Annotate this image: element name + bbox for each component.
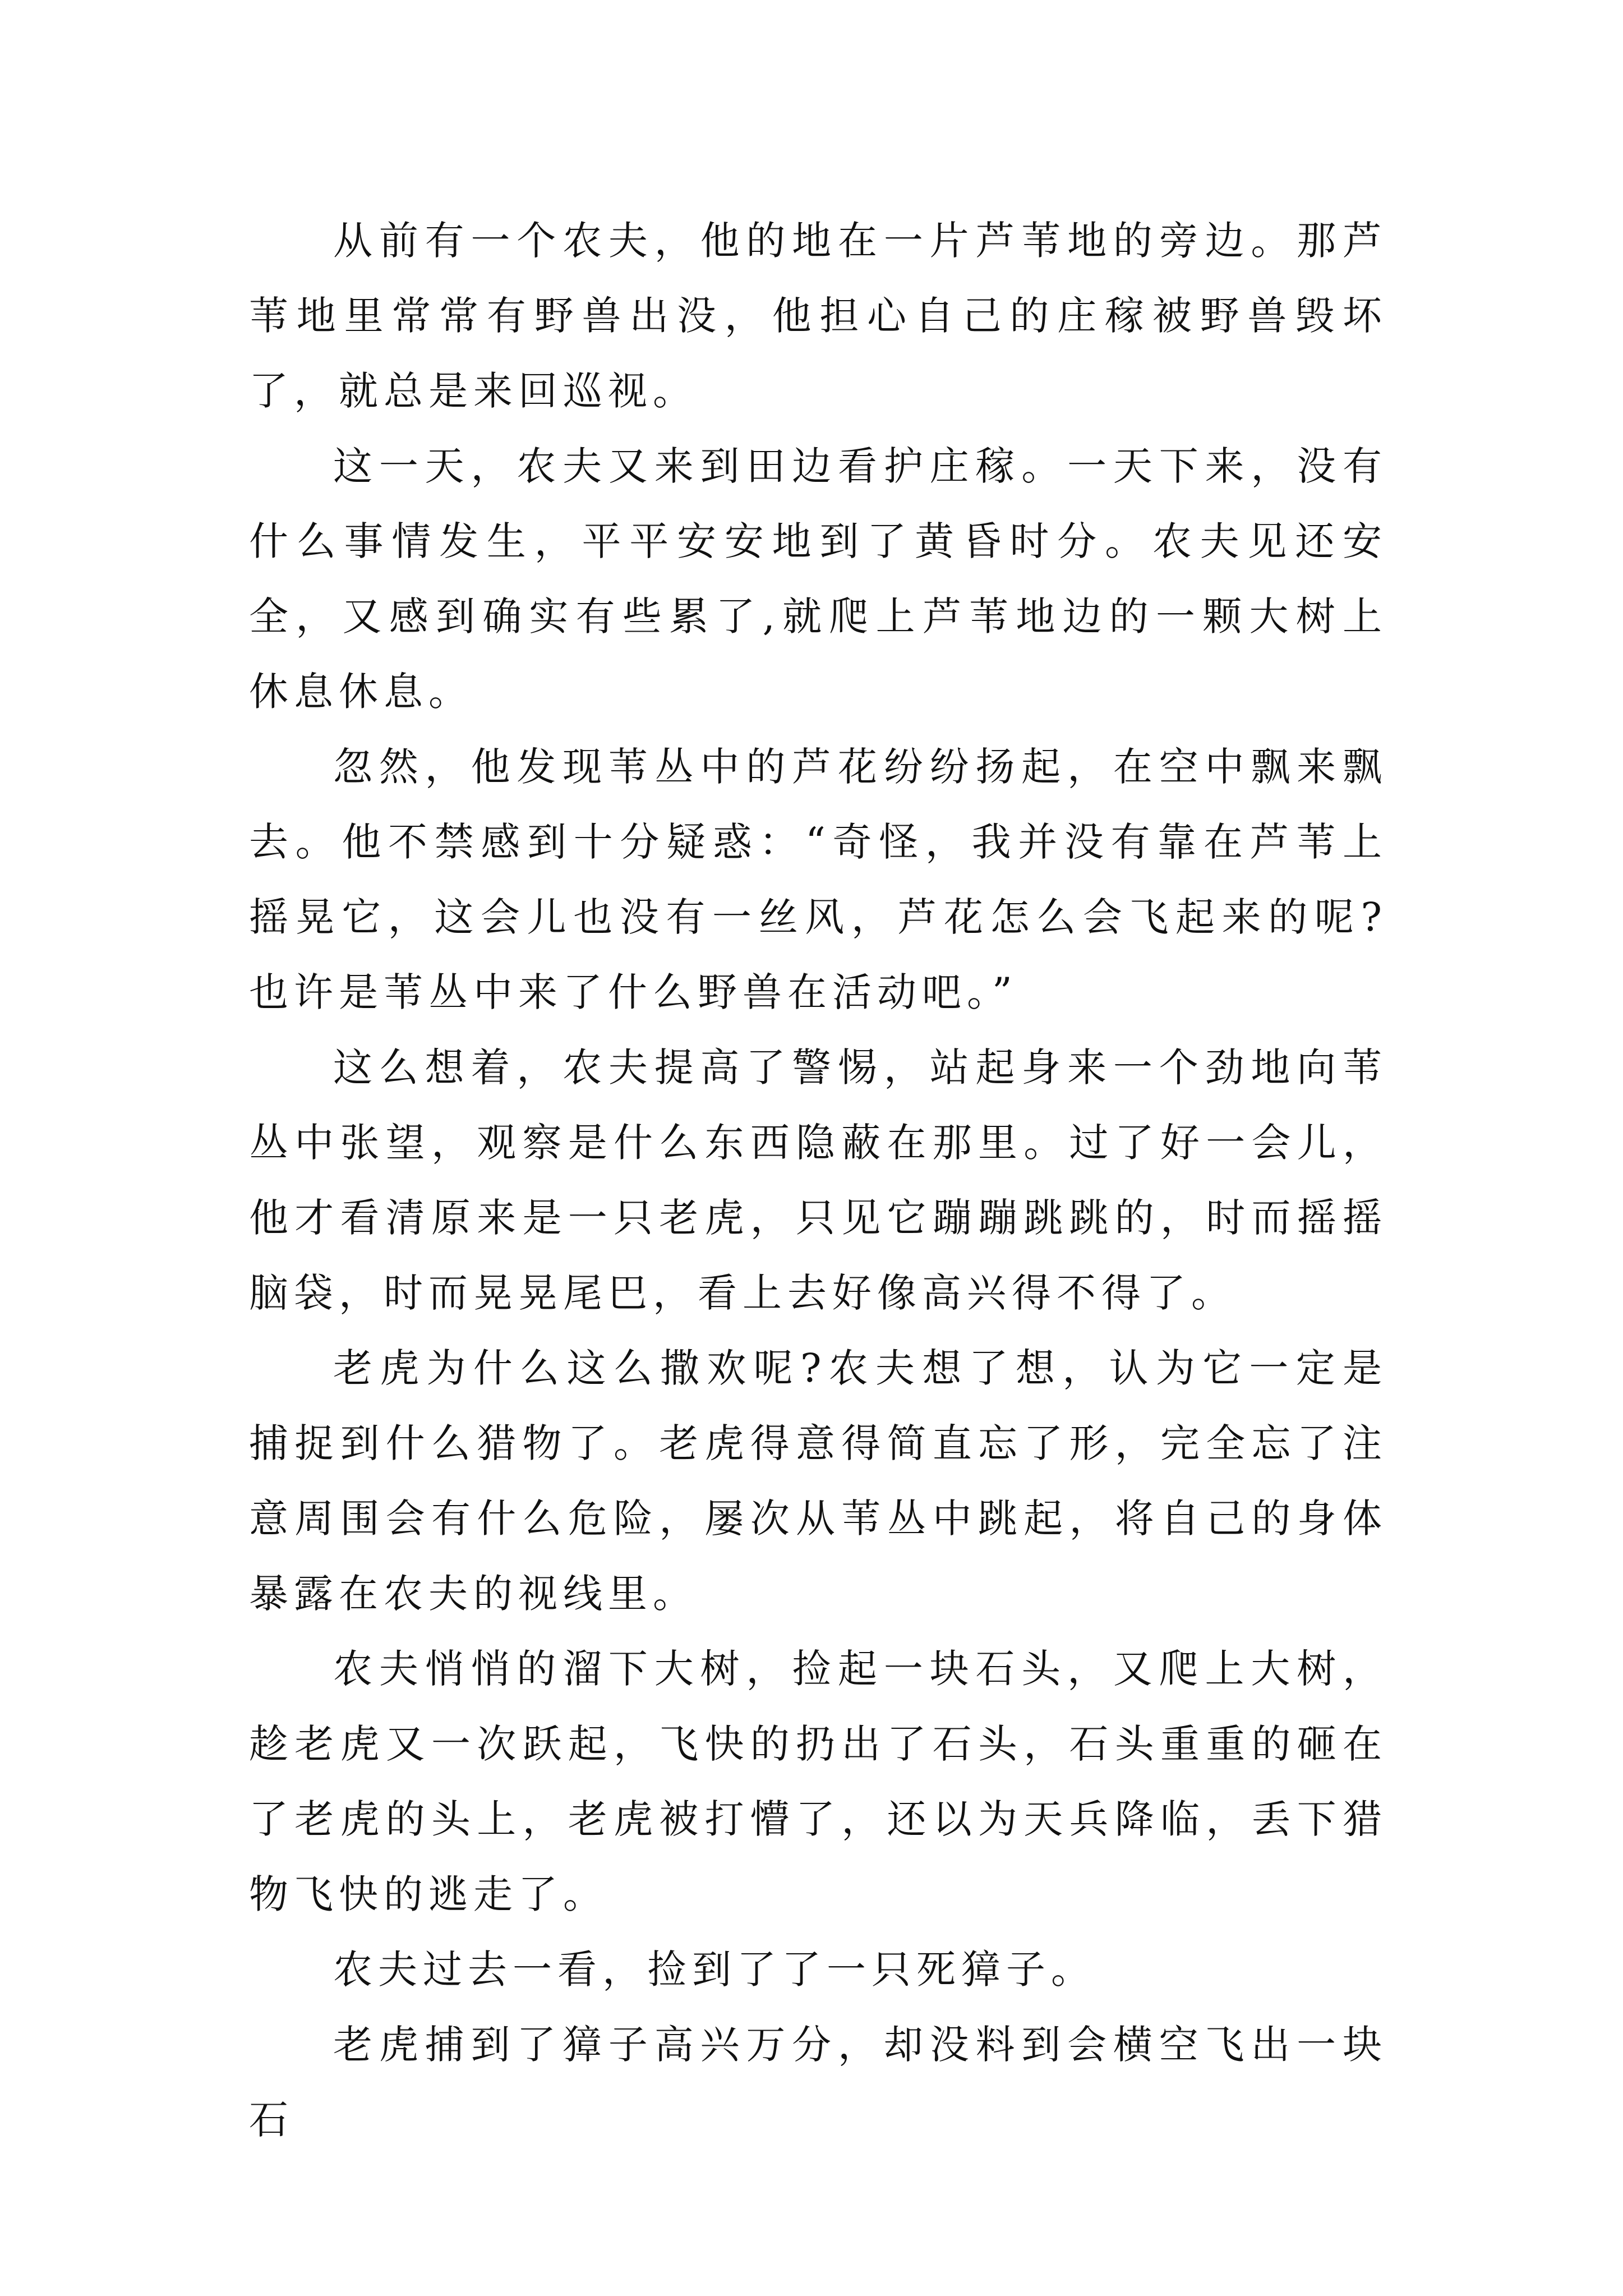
paragraph-4: 这么想着，农夫提高了警惕，站起身来一个劲地向苇丛中张望，观察是什么东西隐蔽在那里。过了好一会儿，他才看清原来是一只老虎，只见它蹦蹦跳跳的，时而摇摇脑袋，时而晃晃尾巴，看上去好像高兴得不得了。	[249, 1045, 1387, 1316]
document-body	[249, 203, 1387, 2157]
paragraph-1: 从前有一个农夫，他的地在一片芦苇地的旁边。那芦苇地里常常有野兽出没，他担心自己的庄稼被野兽毁坏了，就总是来回巡视。	[249, 218, 1387, 414]
paragraph-8: 老虎捕到了獐子高兴万分，却没料到会横空飞出一块石	[249, 2022, 1387, 2143]
paragraph-5: 老虎为什么这么撒欢呢?农夫想了想，认为它一定是捕捉到什么猎物了。老虎得意得简直忘了形，完全忘了注意周围会有什么危险，屡次从苇丛中跳起，将自己的身体暴露在农夫的视线里。	[249, 1345, 1387, 1617]
paragraph-6: 农夫悄悄的溜下大树，捡起一块石头，又爬上大树，趁老虎又一次跃起，飞快的扔出了石头，石头重重的砸在了老虎的头上，老虎被打懵了，还以为天兵降临，丢下猎物飞快的逃走了。	[249, 1646, 1387, 1917]
paragraph-2: 这一天，农夫又来到田边看护庄稼。一天下来，没有什么事情发生，平平安安地到了黄昏时分。农夫见还安全，又感到确实有些累了,就爬上芦苇地边的一颗大树上休息休息。	[249, 443, 1387, 715]
paragraph-7: 农夫过去一看，捡到了了一只死獐子。	[333, 1947, 1096, 1993]
paragraph-3: 忽然，他发现苇丛中的芦花纷纷扬起，在空中飘来飘去。他不禁感到十分疑惑：“奇怪，我并没有靠在芦苇上摇晃它，这会儿也没有一丝风，芦花怎么会飞起来的呢?也许是苇丛中来了什么野兽在活动吧。”	[249, 744, 1387, 1015]
